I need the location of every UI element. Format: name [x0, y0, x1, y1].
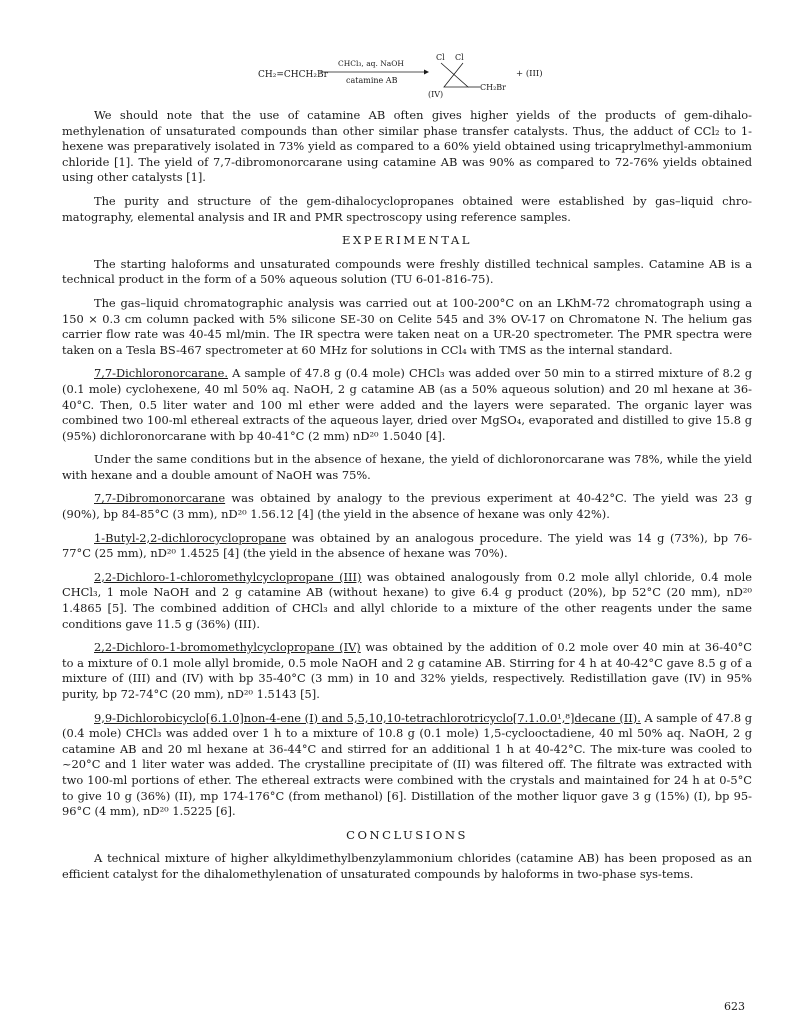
cyclopropane-ring: [441, 63, 468, 87]
paragraph-yields-comparison: We should note that the use of catamine AB often gives higher yields of the products of gem-dihalo-methylenation of unsaturated compounds than other similar phase transfer catalysts. Thus, the adduct of CCl₂ to 1-hexene was preparatively isolated in 73% yield as compared to a 60% yield obtained using tricaprylmethyl-ammonium chloride [1]. The yield of 7,7-dibromonorcarane using catamine AB was 90% as compared to 72-76% yields obtained using other catalysts [1].: [62, 108, 752, 185]
article-body: [62, 108, 752, 891]
compound-title-dibromonorcarane: 7,7-Dibromonorcarane: [94, 491, 226, 506]
paragraph-bicyclononene: [62, 711, 752, 820]
compound-title-iv: 2,2-Dichloro-1-bromomethylcyclopropane (IV): [94, 640, 361, 655]
paragraph-purity-structure: The purity and structure of the gem-dihalocyclopropanes obtained were established by gas–liquid chro-matography, elemental analysis and IR and PMR spectroscopy using reference samples.: [62, 193, 752, 224]
paragraph-dichloronorcarane: [62, 366, 752, 444]
paragraph-iv-text: was obtained by the addition of 0.2 mole over 40 min at 36-40°C to a mixture of 0.1 mole allyl bromide, 0.5 mole NaOH and 2 g catamine AB. Stirring for 4 h at 40-42°C gave 8.5 g of a mixture of (III) and (IV) with bp 35-40°C (3 mm) in 10 and 32% yields, respectively. Redistillation gave (IV) in 95% purity, bp 72-74°C (20 mm), nD²⁰ 1.5143 [5].: [62, 640, 752, 701]
paragraph-butyl-text: was obtained by an analogous procedure. The yield was 14 g (73%), bp 76-77°C (25 mm), nD²⁰ 1.4525 [4] (the yield in the absence of hexane was 70%).: [62, 530, 752, 561]
paragraph-starting-materials: The starting haloforms and unsaturated compounds were freshly distilled technical samples. Catamine AB is a technical product in the form of a 50% aqueous solution (TU 6-01-816-75).: [62, 256, 752, 287]
paragraph-i-ii-text: A sample of 47.8 g (0.4 mole) CHCl₃ was added over 1 h to a mixture of 10.8 g (0.1 mole) 1,5-cyclooctadiene, 40 ml 50% aq. NaOH, 2 g catamine AB and 20 ml hexane at 36-44°C and stirred for an additional 1 h at 40-42°C. The mix-ture was cooled to ~20°C and 1 liter water was added. The crystalline precipitate of (II) was filtered off. The filtrate was extracted with two 100-ml portions of ether. The ethereal extracts were combined with the crystals and maintained for 24 h at 0-5°C to give 10 g (36%) (II), mp 174-176°C (from methanol) [6]. Distillation of the mother liquor gave 3 g (15%) (I), bp 95-96°C (4 mm), nD²⁰ 1.5225 [6].: [62, 710, 752, 819]
paragraph-dibromonorcarane-text: was obtained by analogy to the previous experiment at 40-42°C. The yield was 23 g (90%), bp 84-85°C (3 mm), nD²⁰ 1.56.12 [4] (the yield in the absence of hexane was only 42%).: [62, 491, 752, 522]
compound-title-i-ii: 9,9-Dichlorobicyclo[6.1.0]non-4-ene (I) and 5,5,10,10-tetrachlorotricyclo[7.1.0.0¹,⁸]decane (II).: [94, 710, 641, 725]
paragraph-hexane-absence: Under the same conditions but in the absence of hexane, the yield of dichloronorcarane was 78%, while the yield with hexane and a double amount of NaOH was 75%.: [62, 452, 752, 482]
paragraph-dibromonorcarane: [62, 491, 752, 522]
compound-title-butyl: 1-Butyl-2,2-dichlorocyclopropane: [94, 530, 287, 545]
paragraph-dichloronorcarane-text: A sample of 47.8 g (0.4 mole) CHCl₃ was added over 50 min to a stirred mixture of 8.2 g (0.1 mole) cyclohexene, 40 ml 50% aq. NaOH, 2 g catamine AB (as a 50% aqueous solution) and 20 ml hexane at 36-40°C. Then, 0.5 liter water and 100 ml ether were added and the layers were separated. The organic layer was combined two 100-ml ethereal extracts of the aqueous layer, dried over MgSO₄, evaporated and distilled to give 15.8 g (95%) dichloronorcarane with bp 40-41°C (2 mm) nD²⁰ 1.5040 [4].: [62, 366, 752, 443]
product-iv-label: (IV): [428, 90, 444, 99]
conditions-top: CHCl₃, aq. NaOH: [338, 59, 404, 68]
arrow-head: [424, 70, 429, 75]
heading-conclusions: CONCLUSIONS: [346, 827, 468, 842]
paragraph-chloromethyl-cyclopropane: [62, 570, 752, 632]
plus-iii-label: + (III): [516, 69, 543, 79]
ch2br-label: CH₂Br: [480, 83, 507, 92]
paragraph-glc-analysis: The gas–liquid chromatographic analysis was carried out at 100-200°C on an LKhM-72 chromatograph using a 150 × 0.3 cm column packed with 5% silicone SE-30 on Celite 545 and 3% OV-17 on Chromatone N. The helium gas carrier flow rate was 40-45 ml/min. The IR spectra were taken neat on a UR-20 spectrometer. The PMR spectra were taken on a Tesla BS-467 spectrometer at 60 MHz for solutions in CCl₄ with TMS as the internal standard.: [62, 295, 752, 357]
page-number: 623: [724, 1000, 745, 1013]
paragraph-conclusion: A technical mixture of higher alkyldimethylbenzylammonium chlorides (catamine AB) has been proposed as an efficient catalyst for the dihalomethylenation of unsaturated compounds by haloforms in two-phase sys-tems.: [62, 851, 752, 881]
conditions-bottom: catamine AB: [346, 76, 398, 85]
paragraph-bromomethyl-cyclopropane: [62, 640, 752, 702]
chlorine-left-label: Cl: [436, 53, 445, 62]
reactant-formula: CH₂=CHCH₂Br: [258, 70, 328, 80]
chlorine-right-label: Cl: [455, 53, 464, 62]
compound-title-iii: 2,2-Dichloro-1-chloromethylcyclopropane (III): [94, 569, 362, 584]
heading-experimental: EXPERIMENTAL: [342, 233, 472, 248]
paragraph-iii-text: was obtained analogously from 0.2 mole allyl chloride, 0.4 mole CHCl₃, 1 mole NaOH and 2 g catamine AB (without hexane) to give 6.4 g product (20%), bp 52°C (20 mm), nD²⁰ 1.4865 [5]. The combined addition of CHCl₃ and allyl chloride to a mixture of the other reagents under the same conditions gave 11.5 g (36%) (III).: [62, 569, 752, 631]
reaction-scheme: [258, 50, 558, 100]
compound-title-dichloronorcarane: 7,7-Dichloronorcarane.: [94, 366, 229, 381]
paragraph-butyl-dichlorocyclopropane: [62, 531, 752, 562]
